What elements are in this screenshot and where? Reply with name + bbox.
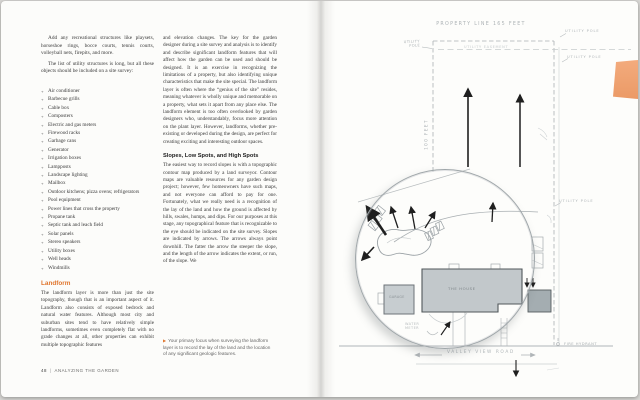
list-item bbox=[41, 181, 154, 186]
caption-arrow-icon: ▶ bbox=[163, 338, 167, 343]
list-item bbox=[41, 207, 154, 212]
list-item bbox=[41, 249, 154, 254]
chapter-title: ANALYZING THE GARDEN bbox=[54, 368, 120, 373]
ridge-line bbox=[394, 211, 538, 242]
bullet-icon: + bbox=[41, 114, 44, 120]
paragraph-utility-intro: The list of utility structures is long, but all these objects should be included on a site survey: bbox=[41, 60, 154, 75]
list-item-label: Septic tank and leach field bbox=[48, 222, 104, 229]
label-property-line: PROPERTY LINE 165 FEET bbox=[436, 22, 526, 27]
list-item-label: Solar panels bbox=[48, 230, 74, 237]
paragraph-recreational: Add any recreational structures like playsets, horseshoe rings, bocce courts, tennis courts, volleyball nets, firepits, and more. bbox=[41, 35, 154, 57]
page-number: 48 bbox=[41, 368, 47, 373]
slope-arrow-icon bbox=[362, 247, 374, 260]
paragraph-slopes: The easiest way to record slopes is with a topographic contour map produced by a land surveyor. Contour maps are valuable resources for any garden design project; however, few homeowners have such maps, and not everyone can afford to pay for one. Fortunately, what we really need is a recognition of the lay of the land and how the ground is affected by hills, swales, humps, and dips. For our purposes at this stage, any topographical feature that is recognizable to the eye should be indicated on the site survey. Slopes are indicated by arrows. The arrows always point downhill. The fatter the arrow the steeper the slope, and the length of the arrow indicates the extent, or run, of the slope. We bbox=[163, 162, 277, 265]
heading-slopes: Slopes, Low Spots, and High Spots bbox=[163, 153, 259, 160]
list-item bbox=[41, 123, 154, 128]
list-item-label: Composters bbox=[48, 113, 73, 120]
list-item bbox=[41, 156, 154, 161]
list-item-label: Outdoor kitchens; pizza ovens; refrigerators bbox=[48, 188, 140, 195]
garage-footprint bbox=[384, 285, 414, 314]
bullet-icon: + bbox=[41, 139, 44, 145]
list-item bbox=[41, 257, 154, 262]
label-water-meter: WATER METER bbox=[405, 322, 420, 331]
list-item-label: Landscape lighting bbox=[48, 172, 88, 179]
list-item bbox=[41, 190, 154, 195]
bullet-icon: + bbox=[41, 248, 44, 254]
chapter-tab bbox=[613, 60, 638, 99]
slope-arrow-icon bbox=[411, 207, 415, 229]
list-item-label: Irrigation boxes bbox=[48, 155, 81, 162]
bullet-icon: + bbox=[41, 198, 44, 204]
left-page bbox=[1, 1, 321, 397]
label-utility-easement: UTILITY EASEMENT bbox=[464, 45, 509, 49]
list-item bbox=[41, 106, 154, 111]
book-spread bbox=[1, 1, 638, 397]
list-item bbox=[41, 131, 154, 136]
list-item-label: Barbecue grills bbox=[48, 96, 80, 103]
footer-divider: | bbox=[49, 368, 52, 373]
list-item-label: Power lines that cross the property bbox=[48, 205, 120, 212]
list-item-label: Generator bbox=[48, 146, 69, 153]
list-item-label: Electric and gas meters bbox=[48, 121, 97, 128]
figure-caption bbox=[163, 338, 275, 358]
right-page bbox=[321, 1, 638, 397]
label-utility-pole-right-upper: UTILITY POLE bbox=[567, 55, 602, 59]
paragraph-elevation: and elevation changes. The key for the garden designer during a site survey and analysis is to identify and describe significant landform features that will affect how the garden can be used and should be designed. It is an exercise in recognizing the limitations of a property, but also identifying unique characteristics that make the site special. The landform layer is often where the “genius of the site” resides, meaning whatever is wholly unique and memorable on a property, what sets it apart from any place else. The landform element is too often overlooked by garden designers who, understandably, focus more attention on the plant layer. However, landforms, whether pre-existing or developed during the design, are perfect for creating exciting and interesting outdoor spaces. bbox=[163, 35, 277, 145]
slope-arrow-icon bbox=[391, 207, 398, 228]
list-item-label: Well heads bbox=[48, 256, 71, 263]
list-item-label: Cable box bbox=[48, 104, 70, 111]
list-item-label: Propane tank bbox=[48, 214, 76, 221]
label-dimension-100-feet: 100 FEET bbox=[423, 119, 429, 150]
list-item-label: Mailbox bbox=[48, 180, 66, 187]
list-item bbox=[41, 114, 154, 119]
label-the-house: THE HOUSE bbox=[448, 286, 476, 291]
list-item bbox=[41, 223, 154, 228]
slope-arrow-icon bbox=[425, 212, 435, 228]
bullet-icon: + bbox=[41, 223, 44, 229]
shed-footprint bbox=[528, 290, 551, 312]
fire-hydrant-icon bbox=[557, 343, 560, 346]
label-fire-hydrant: FIRE HYDRANT bbox=[564, 342, 598, 346]
label-utility-pole-left: UTILITY POLE bbox=[403, 39, 421, 49]
buildings bbox=[384, 269, 551, 314]
bullet-icon: + bbox=[41, 97, 44, 103]
bullet-icon: + bbox=[41, 206, 44, 212]
bullet-icon: + bbox=[41, 131, 44, 136]
list-item-label: Firewood racks bbox=[48, 130, 81, 136]
paragraph-landform: The landform layer is more than just the site topography, though that is an important aspect of it. Landform also consists of exposed bedrock and natural water features. Although most city and suburban sites tend to have relatively simple landforms, sometimes even completely flat with no grade changes at all, other properties can exhibit multiple topographic features bbox=[41, 289, 154, 348]
list-item bbox=[41, 240, 154, 245]
list-item bbox=[41, 266, 154, 271]
list-item bbox=[41, 173, 154, 178]
slope-arrow-icon bbox=[441, 322, 450, 335]
label-utility-pole-top-right: UTILITY POLE bbox=[565, 29, 600, 33]
slope-arrow-icon bbox=[492, 203, 493, 222]
label-garage: GARAGE bbox=[389, 295, 405, 299]
list-item-label: Garbage cans bbox=[48, 138, 77, 145]
text-column-2 bbox=[163, 35, 277, 269]
list-item bbox=[41, 165, 154, 170]
list-item bbox=[41, 198, 154, 203]
label-utility-pole-right-mid: UTILITY POLE bbox=[559, 199, 594, 203]
list-item-label: Lampposts bbox=[48, 163, 71, 170]
list-item bbox=[41, 139, 154, 144]
list-item-label: Stereo speakers bbox=[48, 239, 81, 246]
bullet-icon: + bbox=[41, 122, 44, 128]
deck-outline bbox=[532, 237, 543, 251]
list-item-label: Utility boxes bbox=[48, 247, 75, 254]
bullet-icon: + bbox=[41, 173, 44, 179]
bullet-icon: + bbox=[41, 147, 44, 153]
list-item bbox=[41, 97, 154, 102]
list-item bbox=[41, 232, 154, 237]
bullet-icon: + bbox=[41, 189, 44, 195]
heading-landform: Landform bbox=[41, 279, 71, 287]
list-item bbox=[41, 148, 154, 153]
bullet-icon: + bbox=[41, 105, 44, 111]
bullet-icon: + bbox=[41, 240, 44, 246]
bullet-icon: + bbox=[41, 265, 44, 271]
slope-arrows bbox=[362, 89, 533, 376]
list-item-label: Pool equipment bbox=[48, 197, 81, 204]
bullet-icon: + bbox=[41, 88, 44, 94]
list-item bbox=[41, 215, 154, 220]
bullet-icon: + bbox=[41, 231, 44, 237]
list-item-label: Air conditioner bbox=[48, 87, 80, 94]
caption-text: Your primary focus when surveying the landform layer is to record the lay of the land and the location of any significant geologic features. bbox=[163, 338, 271, 357]
list-item-label: Windmills bbox=[48, 264, 70, 271]
label-valley-view-road: VALLEY VIEW ROAD bbox=[447, 350, 515, 355]
stone-steps-icon bbox=[423, 221, 446, 241]
bullet-icon: + bbox=[41, 257, 44, 263]
bullet-icon: + bbox=[41, 156, 44, 162]
bullet-icon: + bbox=[41, 181, 44, 187]
road-and-driveway bbox=[339, 312, 613, 370]
utility-structures-list bbox=[41, 89, 154, 271]
list-item bbox=[41, 89, 154, 94]
bullet-icon: + bbox=[41, 215, 44, 221]
page-footer bbox=[41, 368, 119, 373]
text-column-1 bbox=[41, 35, 154, 352]
bullet-icon: + bbox=[41, 164, 44, 170]
